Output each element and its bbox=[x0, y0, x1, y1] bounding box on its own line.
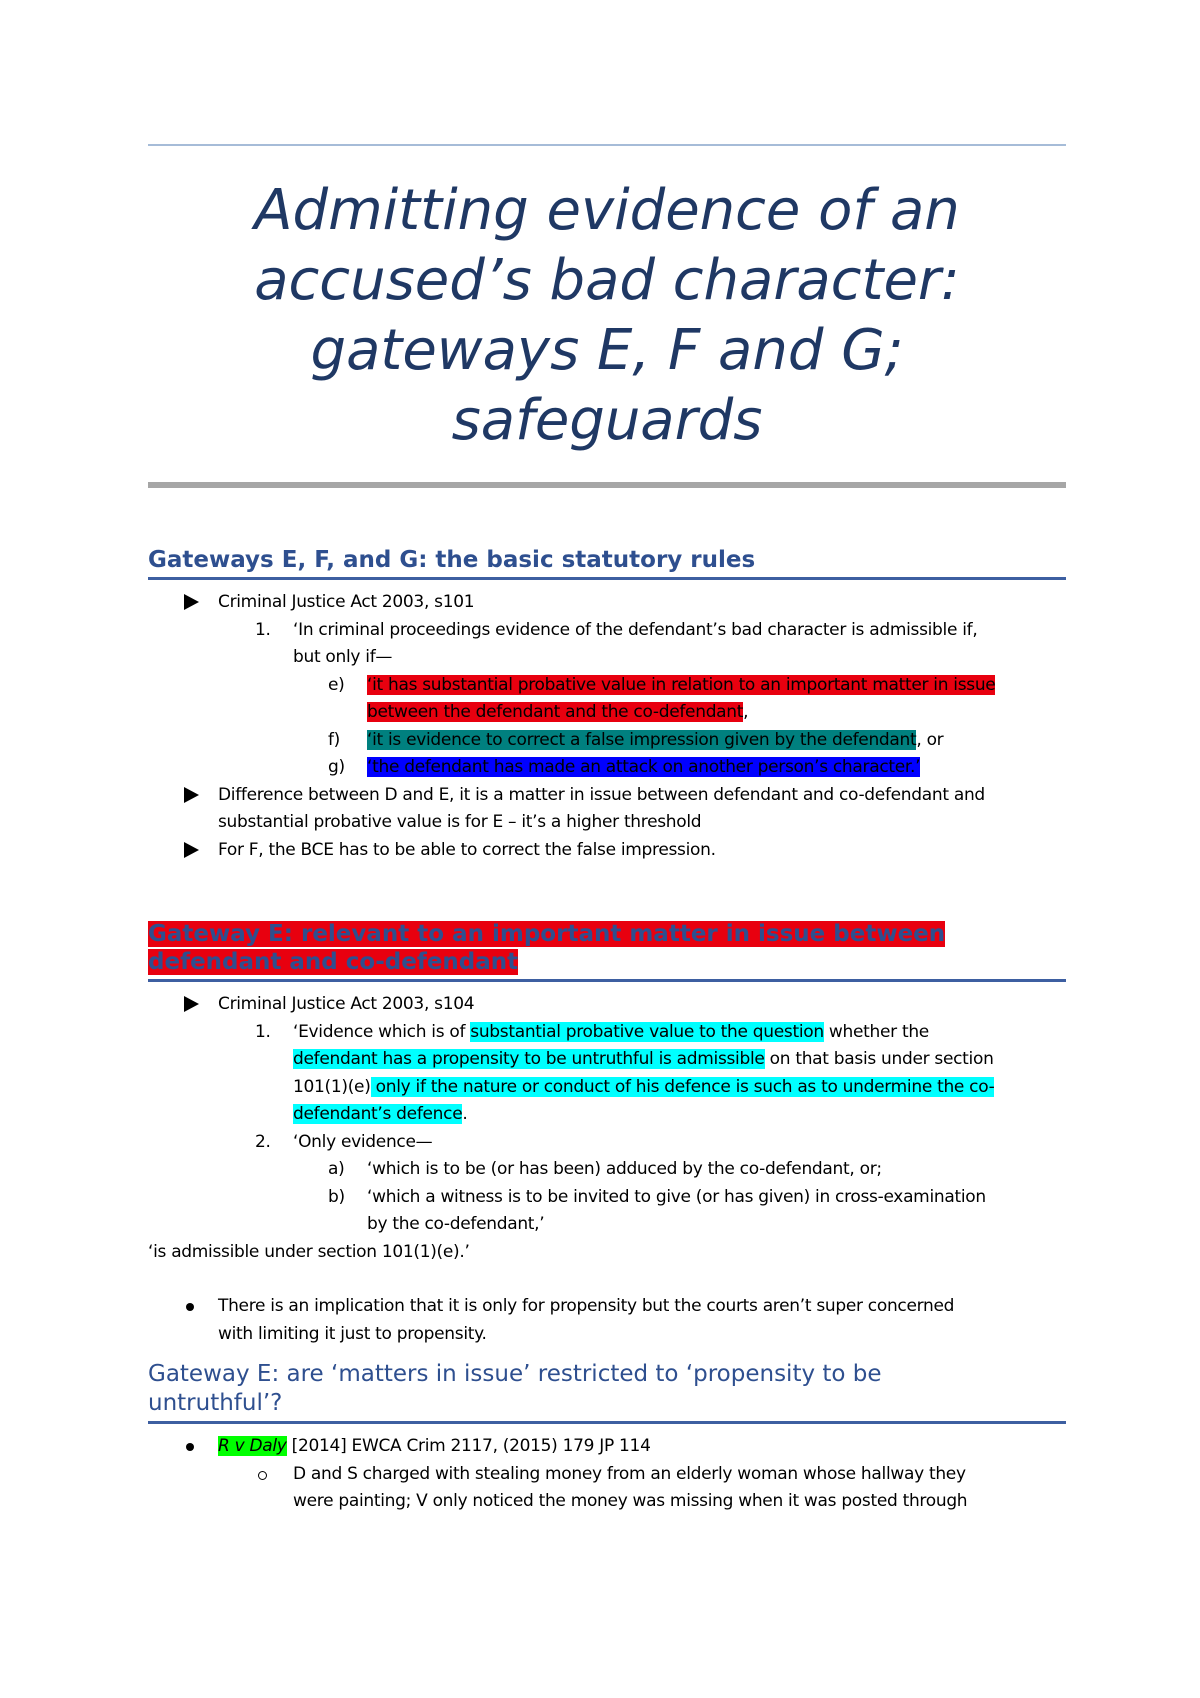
section2-heading: Gateway E: relevant to an important matter in issue between defendant and co-defendant bbox=[148, 920, 1066, 982]
bullet-act: Criminal Justice Act 2003, s104 bbox=[148, 991, 1066, 1019]
gateway-g-item: g) ‘the defendant has made an attack on another person’s character.’ bbox=[328, 757, 921, 777]
triangle-bullet-icon bbox=[184, 594, 199, 610]
dot-bullet-icon bbox=[186, 1443, 194, 1451]
list-item: 1. ‘In criminal proceedings evidence of the defendant’s bad character is admissible if, but only if— bbox=[255, 619, 978, 667]
sub-item-b: b) ‘which a witness is to be invited to give (or has given) in cross-examination by the co-defendant,’ bbox=[328, 1186, 986, 1234]
dot-bullet-icon bbox=[186, 1303, 194, 1311]
admissible-tail: ‘is admissible under section 101(1)(e).’ bbox=[148, 1241, 470, 1262]
case-facts: D and S charged with stealing money from an elderly woman whose hallway they were painting; V only noticed the money was missing when it was posted through bbox=[148, 1461, 1066, 1516]
triangle-bullet-icon bbox=[184, 996, 199, 1012]
case-bullet: R v Daly [2014] EWCA Crim 2117, (2015) 179 JP 114 bbox=[148, 1433, 1066, 1461]
circle-bullet-icon bbox=[258, 1471, 267, 1480]
sub-item-a: a) ‘which is to be (or has been) adduced by the co-defendant, or; bbox=[328, 1159, 882, 1179]
document-title: Admitting evidence of an accused’s bad character: gateways E, F and G; safeguards bbox=[254, 178, 960, 453]
section3-heading: Gateway E: are ‘matters in issue’ restricted to ‘propensity to be untruthful’? bbox=[148, 1360, 1066, 1424]
section1-body bbox=[148, 589, 1066, 864]
section3-body bbox=[148, 1433, 1066, 1516]
triangle-bullet-icon bbox=[184, 787, 199, 803]
title-bottom-rule bbox=[148, 482, 1066, 488]
bullet-f-note: For F, the BCE has to be able to correct the false impression. bbox=[148, 837, 1066, 865]
bullet-implication: There is an implication that it is only for propensity but the courts aren’t super concerned with limiting it just to propensity. bbox=[148, 1293, 1066, 1348]
section2-body bbox=[148, 991, 1066, 1348]
bullet-act: Criminal Justice Act 2003, s101 bbox=[148, 589, 1066, 617]
title-top-rule bbox=[148, 144, 1066, 146]
gateway-f-item: f) ‘it is evidence to correct a false impression given by the defendant, or bbox=[328, 729, 944, 750]
gateway-e-item: e) ‘it has substantial probative value in relation to an important matter in issue between the defendant and the co-defendant, bbox=[328, 674, 996, 722]
list-item: 1. ‘Evidence which is of substantial probative value to the question whether the defendant has a propensity to be untruthful is admissible on that basis under section 101(1)(e) only if the nature or conduct of his defence is such as to undermine the co- defendant’s defence. bbox=[255, 1021, 995, 1124]
list-item: 2. ‘Only evidence— bbox=[255, 1131, 433, 1152]
section1-heading: Gateways E, F, and G: the basic statutory rules bbox=[148, 546, 1066, 580]
document-page bbox=[148, 144, 1066, 1516]
bullet-difference: Difference between D and E, it is a matter in issue between defendant and co-defendant and substantial probative value is for E – it’s a higher threshold bbox=[148, 782, 1066, 837]
triangle-bullet-icon bbox=[184, 842, 199, 858]
case-name: R v Daly bbox=[218, 1436, 287, 1456]
